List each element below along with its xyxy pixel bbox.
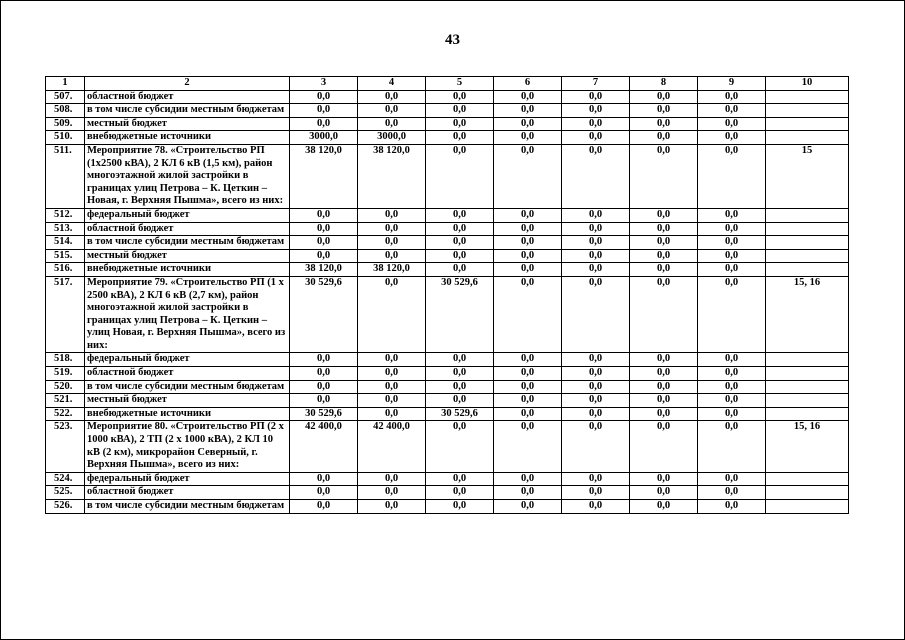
row-number: 520. bbox=[46, 380, 85, 394]
amount-cell: 0,0 bbox=[426, 263, 494, 277]
amount-cell: 0,0 bbox=[562, 394, 630, 408]
amount-cell: 3000,0 bbox=[290, 131, 358, 145]
column-header: 2 bbox=[85, 77, 290, 91]
amount-cell: 0,0 bbox=[698, 263, 766, 277]
amount-cell: 0,0 bbox=[562, 90, 630, 104]
row-number: 515. bbox=[46, 249, 85, 263]
row-description: областной бюджет bbox=[85, 486, 290, 500]
amount-cell: 0,0 bbox=[698, 394, 766, 408]
row-number: 518. bbox=[46, 353, 85, 367]
target-reference bbox=[766, 407, 849, 421]
amount-cell: 38 120,0 bbox=[358, 263, 426, 277]
table-row bbox=[46, 131, 849, 145]
table-body bbox=[46, 90, 849, 513]
row-number: 516. bbox=[46, 263, 85, 277]
amount-cell: 0,0 bbox=[562, 144, 630, 208]
amount-cell: 0,0 bbox=[358, 249, 426, 263]
table-row bbox=[46, 90, 849, 104]
column-header: 6 bbox=[494, 77, 562, 91]
amount-cell: 0,0 bbox=[630, 276, 698, 353]
amount-cell: 0,0 bbox=[290, 236, 358, 250]
row-description: в том числе субсидии местным бюджетам bbox=[85, 104, 290, 118]
target-reference bbox=[766, 236, 849, 250]
column-header: 5 bbox=[426, 77, 494, 91]
amount-cell: 0,0 bbox=[494, 500, 562, 514]
amount-cell: 0,0 bbox=[698, 421, 766, 472]
amount-cell: 0,0 bbox=[562, 222, 630, 236]
row-description: Мероприятие 79. «Строительство РП (1 х 2500 кВА), 2 КЛ 6 кВ (2,7 км), район многоэтажной жилой застройки в границах улиц Петрова – К. Цеткин – улиц Новая, г. Верхняя Пышма», всего из них: bbox=[85, 276, 290, 353]
row-description: федеральный бюджет bbox=[85, 353, 290, 367]
amount-cell: 0,0 bbox=[494, 367, 562, 381]
target-reference bbox=[766, 208, 849, 222]
table-row bbox=[46, 222, 849, 236]
amount-cell: 0,0 bbox=[562, 353, 630, 367]
amount-cell: 0,0 bbox=[426, 90, 494, 104]
amount-cell: 0,0 bbox=[562, 236, 630, 250]
amount-cell: 0,0 bbox=[698, 131, 766, 145]
amount-cell: 0,0 bbox=[426, 131, 494, 145]
amount-cell: 0,0 bbox=[698, 367, 766, 381]
row-description: федеральный бюджет bbox=[85, 472, 290, 486]
row-description: Мероприятие 80. «Строительство РП (2 х 1000 кВА), 2 ТП (2 х 1000 кВА), 2 КЛ 10 кВ (2 км), микрорайон Северный, г. Верхняя Пышма», всего из них: bbox=[85, 421, 290, 472]
amount-cell: 0,0 bbox=[562, 131, 630, 145]
table-row bbox=[46, 486, 849, 500]
amount-cell: 0,0 bbox=[698, 500, 766, 514]
target-reference bbox=[766, 486, 849, 500]
amount-cell: 0,0 bbox=[290, 486, 358, 500]
row-number: 509. bbox=[46, 117, 85, 131]
row-description: в том числе субсидии местным бюджетам bbox=[85, 500, 290, 514]
table-row bbox=[46, 144, 849, 208]
amount-cell: 0,0 bbox=[290, 117, 358, 131]
column-header: 9 bbox=[698, 77, 766, 91]
amount-cell: 0,0 bbox=[426, 394, 494, 408]
table-row bbox=[46, 472, 849, 486]
amount-cell: 0,0 bbox=[630, 90, 698, 104]
amount-cell: 0,0 bbox=[426, 144, 494, 208]
amount-cell: 0,0 bbox=[698, 486, 766, 500]
amount-cell: 42 400,0 bbox=[290, 421, 358, 472]
amount-cell: 0,0 bbox=[494, 380, 562, 394]
amount-cell: 0,0 bbox=[494, 276, 562, 353]
table-row bbox=[46, 500, 849, 514]
amount-cell: 0,0 bbox=[290, 380, 358, 394]
row-number: 514. bbox=[46, 236, 85, 250]
amount-cell: 0,0 bbox=[630, 249, 698, 263]
amount-cell: 0,0 bbox=[494, 421, 562, 472]
amount-cell: 0,0 bbox=[630, 353, 698, 367]
row-number: 510. bbox=[46, 131, 85, 145]
amount-cell: 0,0 bbox=[630, 472, 698, 486]
amount-cell: 3000,0 bbox=[358, 131, 426, 145]
table-row bbox=[46, 208, 849, 222]
row-description: местный бюджет bbox=[85, 117, 290, 131]
amount-cell: 0,0 bbox=[630, 144, 698, 208]
amount-cell: 0,0 bbox=[426, 472, 494, 486]
amount-cell: 0,0 bbox=[698, 104, 766, 118]
amount-cell: 0,0 bbox=[358, 222, 426, 236]
amount-cell: 0,0 bbox=[698, 380, 766, 394]
amount-cell: 0,0 bbox=[290, 104, 358, 118]
amount-cell: 0,0 bbox=[494, 472, 562, 486]
row-description: областной бюджет bbox=[85, 90, 290, 104]
amount-cell: 30 529,6 bbox=[290, 276, 358, 353]
amount-cell: 0,0 bbox=[698, 222, 766, 236]
amount-cell: 0,0 bbox=[698, 472, 766, 486]
amount-cell: 0,0 bbox=[290, 222, 358, 236]
target-reference bbox=[766, 90, 849, 104]
target-reference bbox=[766, 472, 849, 486]
amount-cell: 0,0 bbox=[562, 486, 630, 500]
amount-cell: 0,0 bbox=[358, 353, 426, 367]
row-description: Мероприятие 78. «Строительство РП (1х2500 кВА), 2 КЛ 6 кВ (1,5 км), район многоэтажной жилой застройки в границах улиц Петрова – К. Цеткин – Новая, г. Верхняя Пышма», всего из них: bbox=[85, 144, 290, 208]
amount-cell: 0,0 bbox=[562, 208, 630, 222]
amount-cell: 0,0 bbox=[358, 104, 426, 118]
amount-cell: 0,0 bbox=[290, 500, 358, 514]
amount-cell: 0,0 bbox=[562, 472, 630, 486]
amount-cell: 38 120,0 bbox=[290, 263, 358, 277]
target-reference bbox=[766, 117, 849, 131]
amount-cell: 0,0 bbox=[358, 208, 426, 222]
amount-cell: 0,0 bbox=[562, 276, 630, 353]
amount-cell: 0,0 bbox=[494, 90, 562, 104]
amount-cell: 0,0 bbox=[562, 421, 630, 472]
target-reference bbox=[766, 380, 849, 394]
table-row bbox=[46, 407, 849, 421]
amount-cell: 0,0 bbox=[494, 144, 562, 208]
amount-cell: 0,0 bbox=[426, 208, 494, 222]
amount-cell: 0,0 bbox=[630, 367, 698, 381]
amount-cell: 0,0 bbox=[290, 353, 358, 367]
column-header: 3 bbox=[290, 77, 358, 91]
row-number: 511. bbox=[46, 144, 85, 208]
row-description: внебюджетные источники bbox=[85, 263, 290, 277]
amount-cell: 42 400,0 bbox=[358, 421, 426, 472]
amount-cell: 0,0 bbox=[494, 222, 562, 236]
table-row bbox=[46, 276, 849, 353]
amount-cell: 0,0 bbox=[358, 500, 426, 514]
column-header: 1 bbox=[46, 77, 85, 91]
amount-cell: 0,0 bbox=[630, 222, 698, 236]
amount-cell: 0,0 bbox=[290, 367, 358, 381]
amount-cell: 0,0 bbox=[630, 131, 698, 145]
amount-cell: 0,0 bbox=[630, 486, 698, 500]
table-row bbox=[46, 421, 849, 472]
amount-cell: 0,0 bbox=[630, 236, 698, 250]
target-reference bbox=[766, 104, 849, 118]
row-description: областной бюджет bbox=[85, 367, 290, 381]
amount-cell: 0,0 bbox=[494, 486, 562, 500]
row-number: 508. bbox=[46, 104, 85, 118]
row-number: 521. bbox=[46, 394, 85, 408]
amount-cell: 30 529,6 bbox=[426, 407, 494, 421]
page-number: 43 bbox=[445, 32, 460, 48]
row-description: местный бюджет bbox=[85, 394, 290, 408]
amount-cell: 0,0 bbox=[494, 131, 562, 145]
amount-cell: 0,0 bbox=[698, 117, 766, 131]
row-number: 524. bbox=[46, 472, 85, 486]
target-reference: 15, 16 bbox=[766, 276, 849, 353]
budget-table bbox=[45, 76, 849, 514]
amount-cell: 0,0 bbox=[630, 500, 698, 514]
amount-cell: 0,0 bbox=[630, 208, 698, 222]
row-description: федеральный бюджет bbox=[85, 208, 290, 222]
amount-cell: 30 529,6 bbox=[426, 276, 494, 353]
amount-cell: 0,0 bbox=[698, 208, 766, 222]
row-number: 526. bbox=[46, 500, 85, 514]
amount-cell: 0,0 bbox=[562, 407, 630, 421]
amount-cell: 0,0 bbox=[426, 421, 494, 472]
table-row bbox=[46, 380, 849, 394]
table-row bbox=[46, 249, 849, 263]
amount-cell: 0,0 bbox=[494, 394, 562, 408]
row-number: 522. bbox=[46, 407, 85, 421]
row-number: 525. bbox=[46, 486, 85, 500]
amount-cell: 0,0 bbox=[494, 208, 562, 222]
target-reference bbox=[766, 222, 849, 236]
amount-cell: 0,0 bbox=[630, 421, 698, 472]
amount-cell: 0,0 bbox=[630, 380, 698, 394]
row-description: областной бюджет bbox=[85, 222, 290, 236]
amount-cell: 0,0 bbox=[494, 407, 562, 421]
amount-cell: 0,0 bbox=[630, 263, 698, 277]
target-reference: 15, 16 bbox=[766, 421, 849, 472]
column-header: 7 bbox=[562, 77, 630, 91]
amount-cell: 0,0 bbox=[698, 276, 766, 353]
row-description: в том числе субсидии местным бюджетам bbox=[85, 236, 290, 250]
amount-cell: 0,0 bbox=[698, 236, 766, 250]
target-reference bbox=[766, 249, 849, 263]
amount-cell: 0,0 bbox=[562, 263, 630, 277]
amount-cell: 0,0 bbox=[698, 353, 766, 367]
row-number: 512. bbox=[46, 208, 85, 222]
amount-cell: 0,0 bbox=[630, 104, 698, 118]
amount-cell: 0,0 bbox=[426, 104, 494, 118]
row-description: местный бюджет bbox=[85, 249, 290, 263]
amount-cell: 0,0 bbox=[290, 90, 358, 104]
amount-cell: 0,0 bbox=[358, 117, 426, 131]
target-reference bbox=[766, 353, 849, 367]
table-row bbox=[46, 263, 849, 277]
amount-cell: 0,0 bbox=[494, 249, 562, 263]
row-number: 519. bbox=[46, 367, 85, 381]
row-number: 513. bbox=[46, 222, 85, 236]
column-header: 4 bbox=[358, 77, 426, 91]
row-description: внебюджетные источники bbox=[85, 131, 290, 145]
table-row bbox=[46, 394, 849, 408]
target-reference bbox=[766, 131, 849, 145]
amount-cell: 30 529,6 bbox=[290, 407, 358, 421]
amount-cell: 0,0 bbox=[290, 208, 358, 222]
amount-cell: 38 120,0 bbox=[358, 144, 426, 208]
row-number: 517. bbox=[46, 276, 85, 353]
amount-cell: 0,0 bbox=[562, 104, 630, 118]
amount-cell: 38 120,0 bbox=[290, 144, 358, 208]
target-reference bbox=[766, 500, 849, 514]
amount-cell: 0,0 bbox=[698, 90, 766, 104]
amount-cell: 0,0 bbox=[630, 407, 698, 421]
amount-cell: 0,0 bbox=[562, 117, 630, 131]
column-header: 8 bbox=[630, 77, 698, 91]
amount-cell: 0,0 bbox=[562, 500, 630, 514]
amount-cell: 0,0 bbox=[494, 263, 562, 277]
row-description: в том числе субсидии местным бюджетам bbox=[85, 380, 290, 394]
table-row bbox=[46, 353, 849, 367]
amount-cell: 0,0 bbox=[426, 380, 494, 394]
amount-cell: 0,0 bbox=[562, 380, 630, 394]
amount-cell: 0,0 bbox=[426, 486, 494, 500]
amount-cell: 0,0 bbox=[358, 472, 426, 486]
amount-cell: 0,0 bbox=[562, 367, 630, 381]
amount-cell: 0,0 bbox=[630, 394, 698, 408]
amount-cell: 0,0 bbox=[358, 407, 426, 421]
table-row bbox=[46, 367, 849, 381]
amount-cell: 0,0 bbox=[494, 117, 562, 131]
row-number: 507. bbox=[46, 90, 85, 104]
amount-cell: 0,0 bbox=[358, 394, 426, 408]
amount-cell: 0,0 bbox=[562, 249, 630, 263]
amount-cell: 0,0 bbox=[698, 144, 766, 208]
amount-cell: 0,0 bbox=[426, 353, 494, 367]
amount-cell: 0,0 bbox=[426, 117, 494, 131]
amount-cell: 0,0 bbox=[426, 236, 494, 250]
amount-cell: 0,0 bbox=[426, 500, 494, 514]
amount-cell: 0,0 bbox=[358, 276, 426, 353]
amount-cell: 0,0 bbox=[290, 249, 358, 263]
amount-cell: 0,0 bbox=[630, 117, 698, 131]
amount-cell: 0,0 bbox=[494, 353, 562, 367]
amount-cell: 0,0 bbox=[494, 104, 562, 118]
amount-cell: 0,0 bbox=[358, 90, 426, 104]
amount-cell: 0,0 bbox=[426, 367, 494, 381]
amount-cell: 0,0 bbox=[698, 249, 766, 263]
amount-cell: 0,0 bbox=[426, 222, 494, 236]
table-row bbox=[46, 117, 849, 131]
target-reference bbox=[766, 394, 849, 408]
header-row bbox=[46, 77, 849, 91]
target-reference bbox=[766, 367, 849, 381]
amount-cell: 0,0 bbox=[290, 472, 358, 486]
target-reference bbox=[766, 263, 849, 277]
amount-cell: 0,0 bbox=[358, 367, 426, 381]
row-description: внебюджетные источники bbox=[85, 407, 290, 421]
amount-cell: 0,0 bbox=[358, 486, 426, 500]
amount-cell: 0,0 bbox=[358, 236, 426, 250]
amount-cell: 0,0 bbox=[358, 380, 426, 394]
column-header: 10 bbox=[766, 77, 849, 91]
amount-cell: 0,0 bbox=[494, 236, 562, 250]
amount-cell: 0,0 bbox=[290, 394, 358, 408]
amount-cell: 0,0 bbox=[698, 407, 766, 421]
target-reference: 15 bbox=[766, 144, 849, 208]
table-row bbox=[46, 104, 849, 118]
row-number: 523. bbox=[46, 421, 85, 472]
amount-cell: 0,0 bbox=[426, 249, 494, 263]
table-row bbox=[46, 236, 849, 250]
